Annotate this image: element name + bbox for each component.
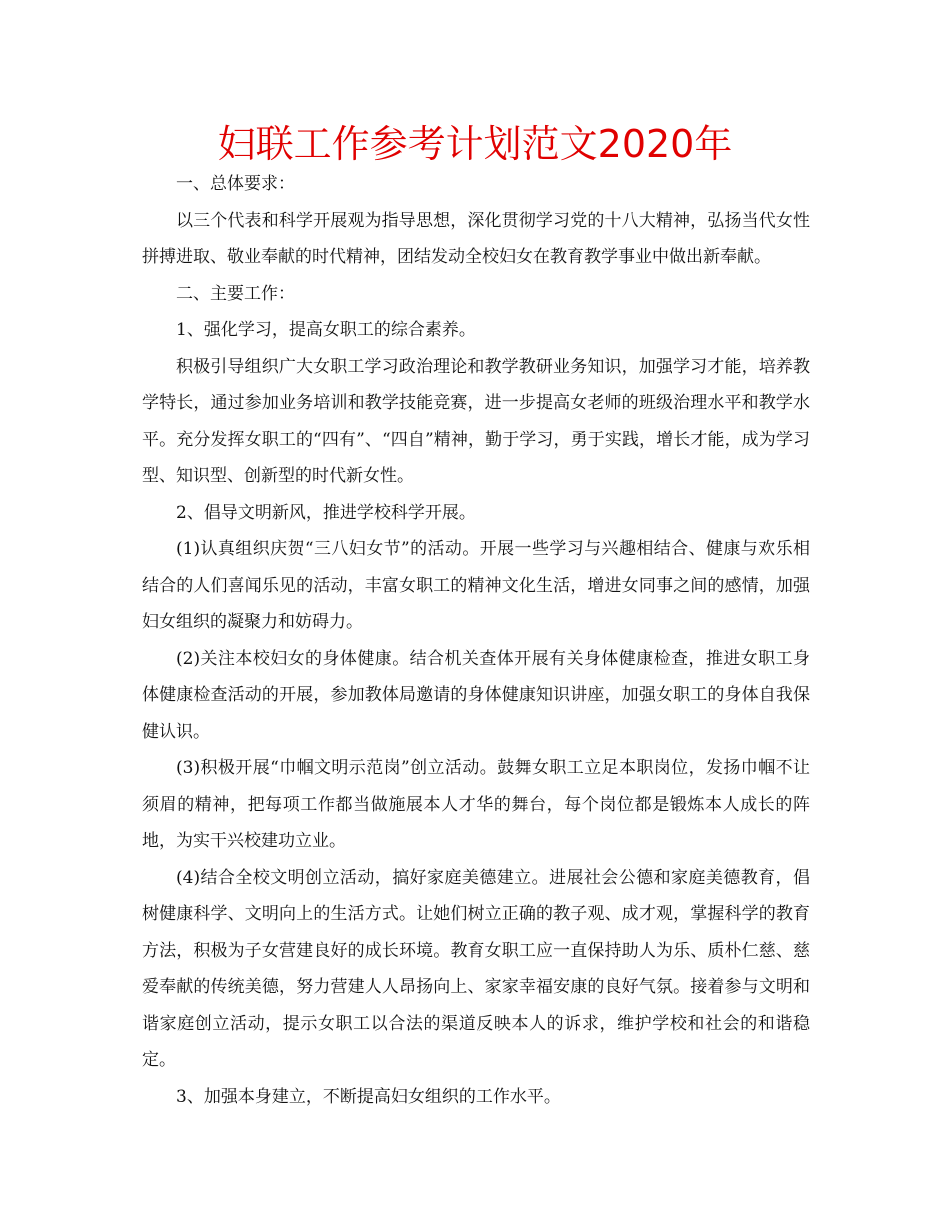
section-heading-main-work: 二、主要工作： <box>176 283 295 304</box>
paragraph-item-3: (3)积极开展“巾帼文明示范岗”创立活动。鼓舞女职工立足本职岗位，发扬巾帼不让须眉的精神，把每项工作都当做施展本人才华的舞台，每个岗位都是锻炼本人成长的阵地，为实干兴校建功立业。 <box>142 758 810 851</box>
paragraph-item-1: (1)认真组织庆贺“三八妇女节”的活动。开展一些学习与兴趣相结合、健康与欢乐相结合的人们喜闻乐见的活动，丰富女职工的精神文化生活，增进女同事之间的感情，加强妇女组织的凝聚力和妨碍力。 <box>142 539 810 632</box>
paragraph-item-2: (2)关注本校妇女的身体健康。结合机关查体开展有关身体健康检查，推进女职工身体健康检查活动的开展，参加教体局邀请的身体健康知识讲座，加强女职工的身体自我保健认识。 <box>142 648 810 742</box>
document-body <box>142 166 810 1115</box>
subheading-self-construction: 3、加强本身建立，不断提高妇女组织的工作水平。 <box>176 1086 561 1107</box>
paragraph-item-4: (4)结合全校文明创立活动，搞好家庭美德建立。进展社会公德和家庭美德教育，倡树健康科学、文明向上的生活方式。让她们树立正确的教子观、成才观，掌握科学的教育方法，积极为子女营建良好的成长环境。教育女职工应一直保持助人为乐、质朴仁慈、慈爱奉献的传统美德，努力营建人人昂扬向上、家家幸福安康的良好气氛。接着参与文明和谐家庭创立活动，提示女职工以合法的渠道反映本人的诉求，维护学校和社会的和谐稳定。 <box>142 867 810 1070</box>
subheading-civilized-new-customs: 2、倡导文明新风，推进学校科学开展。 <box>176 502 476 523</box>
paragraph-strengthen-learning: 积极引导组织广大女职工学习政治理论和教学教研业务知识，加强学习才能，培养教学特长，通过参加业务培训和教学技能竞赛，进一步提高女老师的班级治理水平和教学水平。充分发挥女职工的“四有”、“四自”精神，勤于学习，勇于实践，增长才能，成为学习型、知识型、创新型的时代新女性。 <box>142 356 810 486</box>
paragraph-general-requirements: 以三个代表和科学开展观为指导思想，深化贯彻学习党的十八大精神，弘扬当代女性拼搏进取、敬业奉献的时代精神，团结发动全校妇女在教育教学事业中做出新奉献。 <box>142 210 810 267</box>
subheading-strengthen-learning: 1、强化学习，提高女职工的综合素养。 <box>176 320 476 340</box>
section-heading-general-requirements: 一、总体要求： <box>176 174 295 194</box>
document-title: 妇联工作参考计划范文2020年 <box>217 122 733 166</box>
